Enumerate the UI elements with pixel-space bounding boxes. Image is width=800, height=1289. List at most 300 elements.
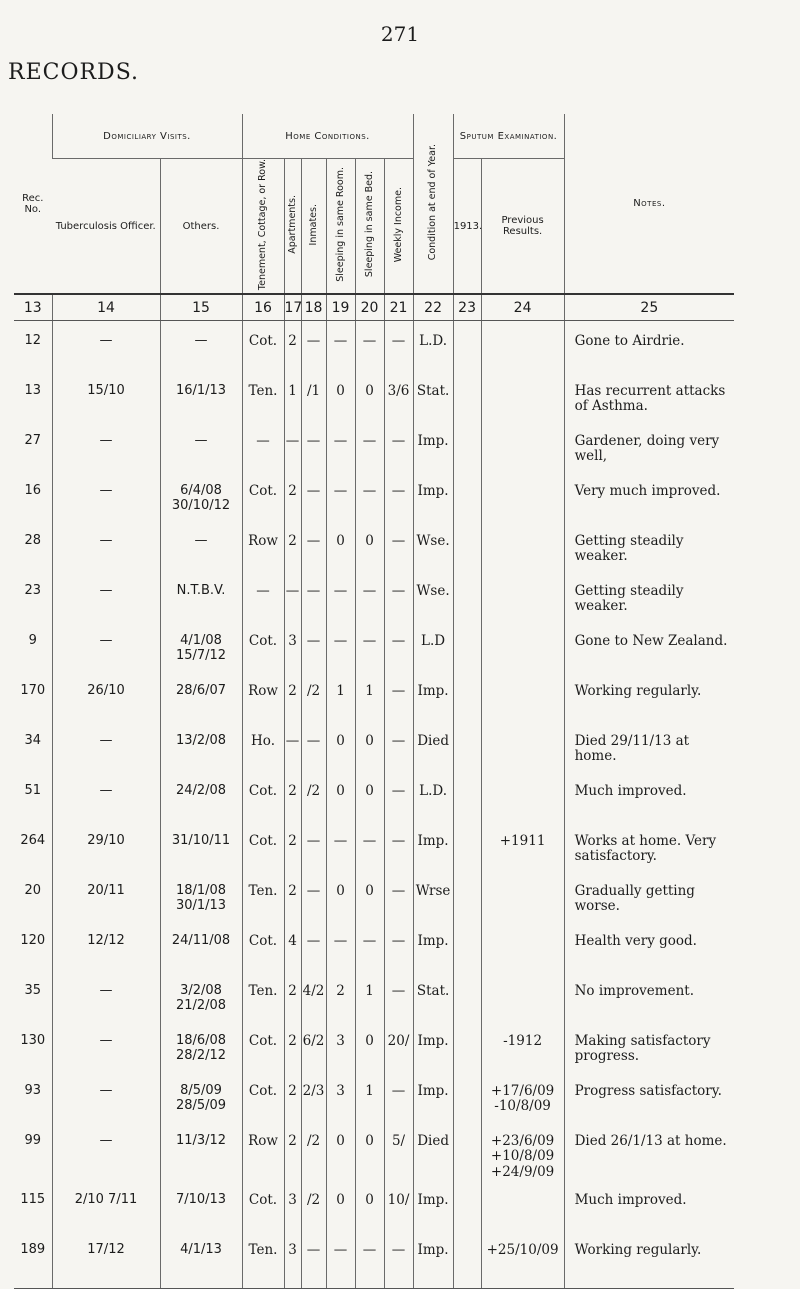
condition-cell: L.D.	[413, 321, 453, 371]
visit-date-line: 8/5/09	[180, 1082, 222, 1098]
apartments-cell: —	[284, 721, 301, 771]
tb-officer-visit-cell: —	[52, 771, 160, 821]
weekly-income-cell: —	[384, 721, 413, 771]
section-title: RECORDS.	[8, 60, 139, 85]
rec-no-header: Rec. No.	[22, 192, 44, 215]
condition-cell: L.D	[413, 621, 453, 671]
sleeping-bed-cell: —	[355, 321, 384, 371]
tb-officer-visit-cell: —	[52, 571, 160, 621]
previous-results-cell	[481, 1021, 564, 1071]
inmates-header: Inmates.	[301, 159, 326, 295]
inmates-cell: —	[301, 1230, 326, 1288]
dwelling-type-cell: Ten.	[242, 871, 284, 921]
column-number: 20	[355, 294, 384, 321]
notes-cell: Very much improved.	[564, 471, 734, 521]
others-visit-cell	[160, 871, 242, 921]
sputum-1913-cell	[453, 1180, 481, 1230]
tb-officer-visit-cell: —	[52, 721, 160, 771]
visit-date-line: 30/10/12	[171, 497, 231, 513]
year-1913-header: 1913.	[453, 159, 481, 295]
sleeping-bed-cell: —	[355, 621, 384, 671]
rec-no-cell: 130	[20, 1032, 46, 1048]
tb-officer-visit-cell: 2/10 7/11	[52, 1180, 160, 1230]
column-number: 13	[14, 294, 52, 321]
dwelling-type-cell: Ten.	[242, 971, 284, 1021]
visit-date-line: N.T.B.V.	[176, 582, 226, 598]
sleeping-room-cell: —	[326, 421, 355, 471]
weekly-income-cell: —	[384, 321, 413, 371]
notes-cell: Gardener, doing very well,	[564, 421, 734, 471]
previous-results-header: Previous Results.	[481, 159, 564, 295]
previous-results-cell	[481, 721, 564, 771]
others-visit-cell	[160, 321, 242, 371]
others-visit-cell	[160, 1121, 242, 1181]
inmates-cell: —	[301, 921, 326, 971]
previous-results-cell	[481, 321, 564, 371]
inmates-cell: —	[301, 471, 326, 521]
dwelling-type-cell: Row	[242, 521, 284, 571]
visit-date-line: 16/1/13	[175, 382, 227, 398]
dwelling-type-cell: Ho.	[242, 721, 284, 771]
notes-cell: Gone to Airdrie.	[564, 321, 734, 371]
dwelling-type-cell: Cot.	[242, 1071, 284, 1121]
others-visit-cell	[160, 671, 242, 721]
sleeping-room-header: Sleeping in same Room.	[326, 159, 355, 295]
tb-officer-visit-cell: 26/10	[52, 671, 160, 721]
condition-cell: Wse.	[413, 521, 453, 571]
inmates-cell: /2	[301, 1180, 326, 1230]
tb-officer-visit-cell: —	[52, 471, 160, 521]
rec-no-cell: 13	[24, 382, 42, 398]
rec-no-cell: 170	[20, 682, 46, 698]
condition-cell: Imp.	[413, 1021, 453, 1071]
condition-cell: L.D.	[413, 771, 453, 821]
weekly-income-header: Weekly Income.	[384, 159, 413, 295]
condition-cell: Imp.	[413, 921, 453, 971]
previous-results-cell	[481, 1180, 564, 1230]
visit-date-line: —	[194, 333, 208, 349]
others-visit-cell	[160, 421, 242, 471]
inmates-cell: /1	[301, 371, 326, 421]
column-number: 22	[413, 294, 453, 321]
tb-officer-visit-cell: 17/12	[52, 1230, 160, 1288]
notes-cell: Progress satisfactory.	[564, 1071, 734, 1121]
sputum-1913-cell	[453, 721, 481, 771]
sputum-1913-cell	[453, 571, 481, 621]
previous-results-cell	[481, 371, 564, 421]
previous-results-cell	[481, 571, 564, 621]
column-number: 17	[284, 294, 301, 321]
dwelling-type-cell: Cot.	[242, 821, 284, 871]
previous-results-cell	[481, 871, 564, 921]
sputum-1913-cell	[453, 1021, 481, 1071]
record-row	[14, 571, 734, 621]
notes-cell: Working regularly.	[564, 671, 734, 721]
dwelling-type-cell: Row	[242, 671, 284, 721]
others-visit-cell	[160, 1071, 242, 1121]
rec-no-cell: 20	[24, 882, 42, 898]
record-row	[14, 1180, 734, 1230]
dwelling-type-cell: Ten.	[242, 1230, 284, 1288]
inmates-cell: —	[301, 721, 326, 771]
sleeping-bed-cell: 0	[355, 371, 384, 421]
record-row	[14, 1021, 734, 1071]
apartments-cell: 3	[284, 1180, 301, 1230]
notes-cell: Works at home. Very satisfactory.	[564, 821, 734, 871]
record-row	[14, 1071, 734, 1121]
previous-result-line: -10/8/09	[494, 1098, 551, 1115]
sleeping-room-cell: 0	[326, 521, 355, 571]
dwelling-type-cell: Cot.	[242, 621, 284, 671]
previous-results-cell	[481, 521, 564, 571]
rec-no-cell: 16	[24, 482, 42, 498]
weekly-income-cell: —	[384, 421, 413, 471]
column-number: 15	[160, 294, 242, 321]
sputum-1913-cell	[453, 321, 481, 371]
weekly-income-cell: 3/6	[384, 371, 413, 421]
apartments-cell: 2	[284, 821, 301, 871]
dwelling-type-cell: —	[242, 421, 284, 471]
sputum-1913-cell	[453, 871, 481, 921]
visit-date-line: 31/10/11	[171, 832, 231, 848]
record-row	[14, 421, 734, 471]
inmates-cell: /2	[301, 771, 326, 821]
sleeping-bed-cell: —	[355, 421, 384, 471]
condition-cell: Imp.	[413, 1180, 453, 1230]
sleeping-room-cell: 0	[326, 1121, 355, 1181]
others-header: Others.	[160, 159, 242, 295]
apartments-cell: 2	[284, 521, 301, 571]
previous-result-line: +24/9/09	[490, 1163, 555, 1180]
rec-no-cell: 23	[24, 582, 42, 598]
notes-header: Notes.	[564, 114, 734, 294]
sputum-1913-cell	[453, 771, 481, 821]
dwelling-type-cell: Cot.	[242, 771, 284, 821]
sleeping-room-cell: —	[326, 321, 355, 371]
apartments-cell: 1	[284, 371, 301, 421]
tb-officer-visit-cell: —	[52, 971, 160, 1021]
tb-officer-visit-cell: —	[52, 621, 160, 671]
sputum-1913-cell	[453, 421, 481, 471]
rec-no-cell: 115	[20, 1192, 46, 1208]
sputum-1913-cell	[453, 371, 481, 421]
column-number: 25	[564, 294, 734, 321]
sleeping-room-cell: 1	[326, 671, 355, 721]
rec-no-cell: 35	[24, 982, 42, 998]
previous-result-line: +25/10/09	[486, 1242, 559, 1259]
previous-results-cell	[481, 671, 564, 721]
sputum-1913-cell	[453, 921, 481, 971]
weekly-income-cell: —	[384, 671, 413, 721]
rec-no-cell: 9	[28, 632, 37, 648]
record-row	[14, 921, 734, 971]
notes-cell: Died 29/11/13 at home.	[564, 721, 734, 771]
others-visit-cell	[160, 921, 242, 971]
sleeping-room-cell: 2	[326, 971, 355, 1021]
tb-officer-visit-cell: 15/10	[52, 371, 160, 421]
apartments-cell: —	[284, 571, 301, 621]
visit-date-line: 18/6/08	[175, 1032, 227, 1048]
others-visit-cell	[160, 371, 242, 421]
visit-date-line: —	[194, 432, 208, 448]
sleeping-room-cell: 0	[326, 371, 355, 421]
tb-officer-visit-cell: —	[52, 1071, 160, 1121]
page-number: 271	[380, 22, 420, 46]
weekly-income-cell: —	[384, 1071, 413, 1121]
visit-date-line: 28/6/07	[175, 682, 227, 698]
sleeping-room-cell: 3	[326, 1021, 355, 1071]
condition-cell: Died	[413, 721, 453, 771]
domiciliary-visits-header: Domiciliary Visits.	[52, 114, 242, 159]
visit-date-line: 4/1/08	[180, 632, 222, 648]
tb-officer-visit-cell: —	[52, 1021, 160, 1071]
notes-cell: Making satisfactory progress.	[564, 1021, 734, 1071]
inmates-cell: —	[301, 821, 326, 871]
column-number: 19	[326, 294, 355, 321]
weekly-income-cell: —	[384, 471, 413, 521]
rec-no-cell: 28	[24, 532, 42, 548]
previous-result-line: +1911	[499, 832, 546, 849]
sleeping-bed-cell: —	[355, 1230, 384, 1288]
previous-results-cell	[481, 1230, 564, 1288]
sleeping-room-cell: —	[326, 821, 355, 871]
record-row	[14, 1230, 734, 1288]
sputum-1913-cell	[453, 1121, 481, 1181]
record-rows	[14, 321, 734, 1289]
inmates-cell: 6/2	[301, 1021, 326, 1071]
weekly-income-cell: 5/	[384, 1121, 413, 1181]
sleeping-bed-cell: 0	[355, 771, 384, 821]
apartments-cell: 2	[284, 971, 301, 1021]
column-number: 21	[384, 294, 413, 321]
rec-no-cell: 120	[20, 932, 46, 948]
previous-results-cell	[481, 971, 564, 1021]
others-visit-cell	[160, 1230, 242, 1288]
notes-cell: No improvement.	[564, 971, 734, 1021]
sleeping-bed-cell: —	[355, 471, 384, 521]
visit-date-line: 4/1/13	[180, 1242, 222, 1258]
sputum-1913-cell	[453, 971, 481, 1021]
condition-cell: Imp.	[413, 1230, 453, 1288]
sleeping-room-cell: 0	[326, 721, 355, 771]
previous-results-cell	[481, 821, 564, 871]
rec-no-cell: 99	[24, 1132, 42, 1148]
sleeping-room-cell: —	[326, 1230, 355, 1288]
notes-cell: Health very good.	[564, 921, 734, 971]
apartments-cell: 2	[284, 1071, 301, 1121]
rec-no-cell: 189	[14, 1230, 52, 1288]
tenement-header: Tenement, Cottage, or Row.	[242, 159, 284, 295]
notes-cell: Getting steadily weaker.	[564, 571, 734, 621]
previous-result-line: -1912	[503, 1032, 543, 1049]
table-header	[14, 114, 734, 294]
sleeping-bed-cell: —	[355, 571, 384, 621]
records-table	[14, 114, 734, 1289]
visit-date-line: 24/2/08	[175, 782, 227, 798]
condition-cell: Imp.	[413, 821, 453, 871]
dwelling-type-cell: Cot.	[242, 471, 284, 521]
others-visit-cell	[160, 571, 242, 621]
rec-no-cell: 51	[24, 782, 42, 798]
inmates-cell: —	[301, 571, 326, 621]
inmates-cell: /2	[301, 1121, 326, 1181]
sputum-examination-header: Sputum Examination.	[453, 114, 564, 159]
sleeping-bed-cell: 1	[355, 1071, 384, 1121]
record-row	[14, 471, 734, 521]
condition-cell: Wrse	[413, 871, 453, 921]
previous-results-cell	[481, 921, 564, 971]
previous-results-cell	[481, 471, 564, 521]
sputum-1913-cell	[453, 1230, 481, 1288]
apartments-header: Apartments.	[284, 159, 301, 295]
apartments-cell: 2	[284, 671, 301, 721]
column-number: 23	[453, 294, 481, 321]
others-visit-cell	[160, 721, 242, 771]
weekly-income-cell: —	[384, 921, 413, 971]
sputum-1913-cell	[453, 521, 481, 571]
inmates-cell: 2/3	[301, 1071, 326, 1121]
visit-date-line: —	[194, 532, 208, 548]
sleeping-bed-header: Sleeping in same Bed.	[355, 159, 384, 295]
visit-date-line: 7/10/13	[175, 1192, 227, 1208]
others-visit-cell	[160, 821, 242, 871]
inmates-cell: —	[301, 421, 326, 471]
record-row	[14, 721, 734, 771]
sputum-1913-cell	[453, 1071, 481, 1121]
notes-cell: Getting steadily weaker.	[564, 521, 734, 571]
record-row	[14, 771, 734, 821]
record-row	[14, 821, 734, 871]
dwelling-type-cell: Row	[242, 1121, 284, 1181]
others-visit-cell	[160, 621, 242, 671]
apartments-cell: 2	[284, 871, 301, 921]
sleeping-bed-cell: —	[355, 821, 384, 871]
apartments-cell: 3	[284, 621, 301, 671]
records-table-container	[14, 114, 734, 1289]
notes-cell: Much improved.	[564, 771, 734, 821]
sleeping-room-cell: 0	[326, 771, 355, 821]
previous-results-cell	[481, 1071, 564, 1121]
sleeping-bed-cell: 0	[355, 721, 384, 771]
sleeping-room-cell: —	[326, 621, 355, 671]
notes-cell: Working regularly.	[564, 1230, 734, 1288]
sleeping-room-cell: 0	[326, 871, 355, 921]
inmates-cell: 4/2	[301, 971, 326, 1021]
record-row	[14, 321, 734, 371]
condition-cell: Stat.	[413, 371, 453, 421]
dwelling-type-cell: Ten.	[242, 371, 284, 421]
condition-end-year-header: Condition at end of Year.	[413, 114, 453, 294]
weekly-income-cell: —	[384, 621, 413, 671]
tb-officer-visit-cell: —	[52, 521, 160, 571]
others-visit-cell	[160, 1021, 242, 1071]
rec-no-cell: 264	[20, 832, 46, 848]
rec-no-cell: 93	[24, 1082, 42, 1098]
visit-date-line: 3/2/08	[180, 982, 222, 998]
visit-date-line: 18/1/08	[175, 882, 227, 898]
inmates-cell: /2	[301, 671, 326, 721]
apartments-cell: 4	[284, 921, 301, 971]
tb-officer-visit-cell: 12/12	[52, 921, 160, 971]
record-row	[14, 871, 734, 921]
tb-officer-visit-cell: —	[52, 1121, 160, 1181]
sleeping-bed-cell: 0	[355, 871, 384, 921]
sleeping-room-cell: 0	[326, 1180, 355, 1230]
condition-cell: Imp.	[413, 671, 453, 721]
sputum-1913-cell	[453, 821, 481, 871]
visit-date-line: 28/2/12	[175, 1047, 227, 1063]
sleeping-bed-cell: 0	[355, 1121, 384, 1181]
record-row	[14, 521, 734, 571]
dwelling-type-cell: Cot.	[242, 321, 284, 371]
previous-result-line: +17/6/09	[490, 1082, 555, 1099]
weekly-income-cell: 20/	[384, 1021, 413, 1071]
rec-no-cell: 12	[24, 333, 42, 349]
previous-results-cell	[481, 771, 564, 821]
others-visit-cell	[160, 971, 242, 1021]
inmates-cell: —	[301, 621, 326, 671]
record-row	[14, 971, 734, 1021]
sputum-1913-cell	[453, 671, 481, 721]
column-number: 14	[52, 294, 160, 321]
sleeping-room-cell: —	[326, 471, 355, 521]
apartments-cell: 2	[284, 1121, 301, 1181]
weekly-income-cell: —	[384, 971, 413, 1021]
sleeping-bed-cell: 0	[355, 521, 384, 571]
column-number-row	[14, 294, 734, 321]
weekly-income-cell: —	[384, 571, 413, 621]
column-number: 16	[242, 294, 284, 321]
condition-cell: Imp.	[413, 1071, 453, 1121]
weekly-income-cell: —	[384, 771, 413, 821]
visit-date-line: 6/4/08	[180, 482, 222, 498]
tb-officer-visit-cell: 20/11	[52, 871, 160, 921]
sleeping-bed-cell: 0	[355, 1021, 384, 1071]
notes-cell: Much improved.	[564, 1180, 734, 1230]
record-row	[14, 621, 734, 671]
inmates-cell: —	[301, 321, 326, 371]
weekly-income-cell: —	[384, 821, 413, 871]
previous-result-line: +10/8/09	[490, 1148, 555, 1165]
notes-cell: Gradually getting worse.	[564, 871, 734, 921]
condition-cell: Wse.	[413, 571, 453, 621]
visit-date-line: 21/2/08	[175, 997, 227, 1013]
apartments-cell: 2	[284, 321, 301, 371]
sleeping-bed-cell: 1	[355, 971, 384, 1021]
condition-cell: Imp.	[413, 421, 453, 471]
condition-cell: Imp.	[413, 471, 453, 521]
sputum-1913-cell	[453, 471, 481, 521]
rec-no-cell: 27	[24, 432, 42, 448]
others-visit-cell	[160, 521, 242, 571]
notes-cell: Gone to New Zealand.	[564, 621, 734, 671]
apartments-cell: 3	[284, 1230, 301, 1288]
sleeping-bed-cell: 0	[355, 1180, 384, 1230]
sleeping-room-cell: —	[326, 921, 355, 971]
apartments-cell: —	[284, 421, 301, 471]
visit-date-line: 13/2/08	[175, 732, 227, 748]
tb-officer-visit-cell: —	[52, 321, 160, 371]
visit-date-line: 24/11/08	[171, 932, 231, 948]
sleeping-room-cell: —	[326, 571, 355, 621]
record-row	[14, 671, 734, 721]
rec-no-cell: 34	[24, 732, 42, 748]
visit-date-line: 30/1/13	[175, 897, 227, 913]
inmates-cell: —	[301, 871, 326, 921]
sleeping-bed-cell: 1	[355, 671, 384, 721]
sputum-1913-cell	[453, 621, 481, 671]
others-visit-cell	[160, 771, 242, 821]
